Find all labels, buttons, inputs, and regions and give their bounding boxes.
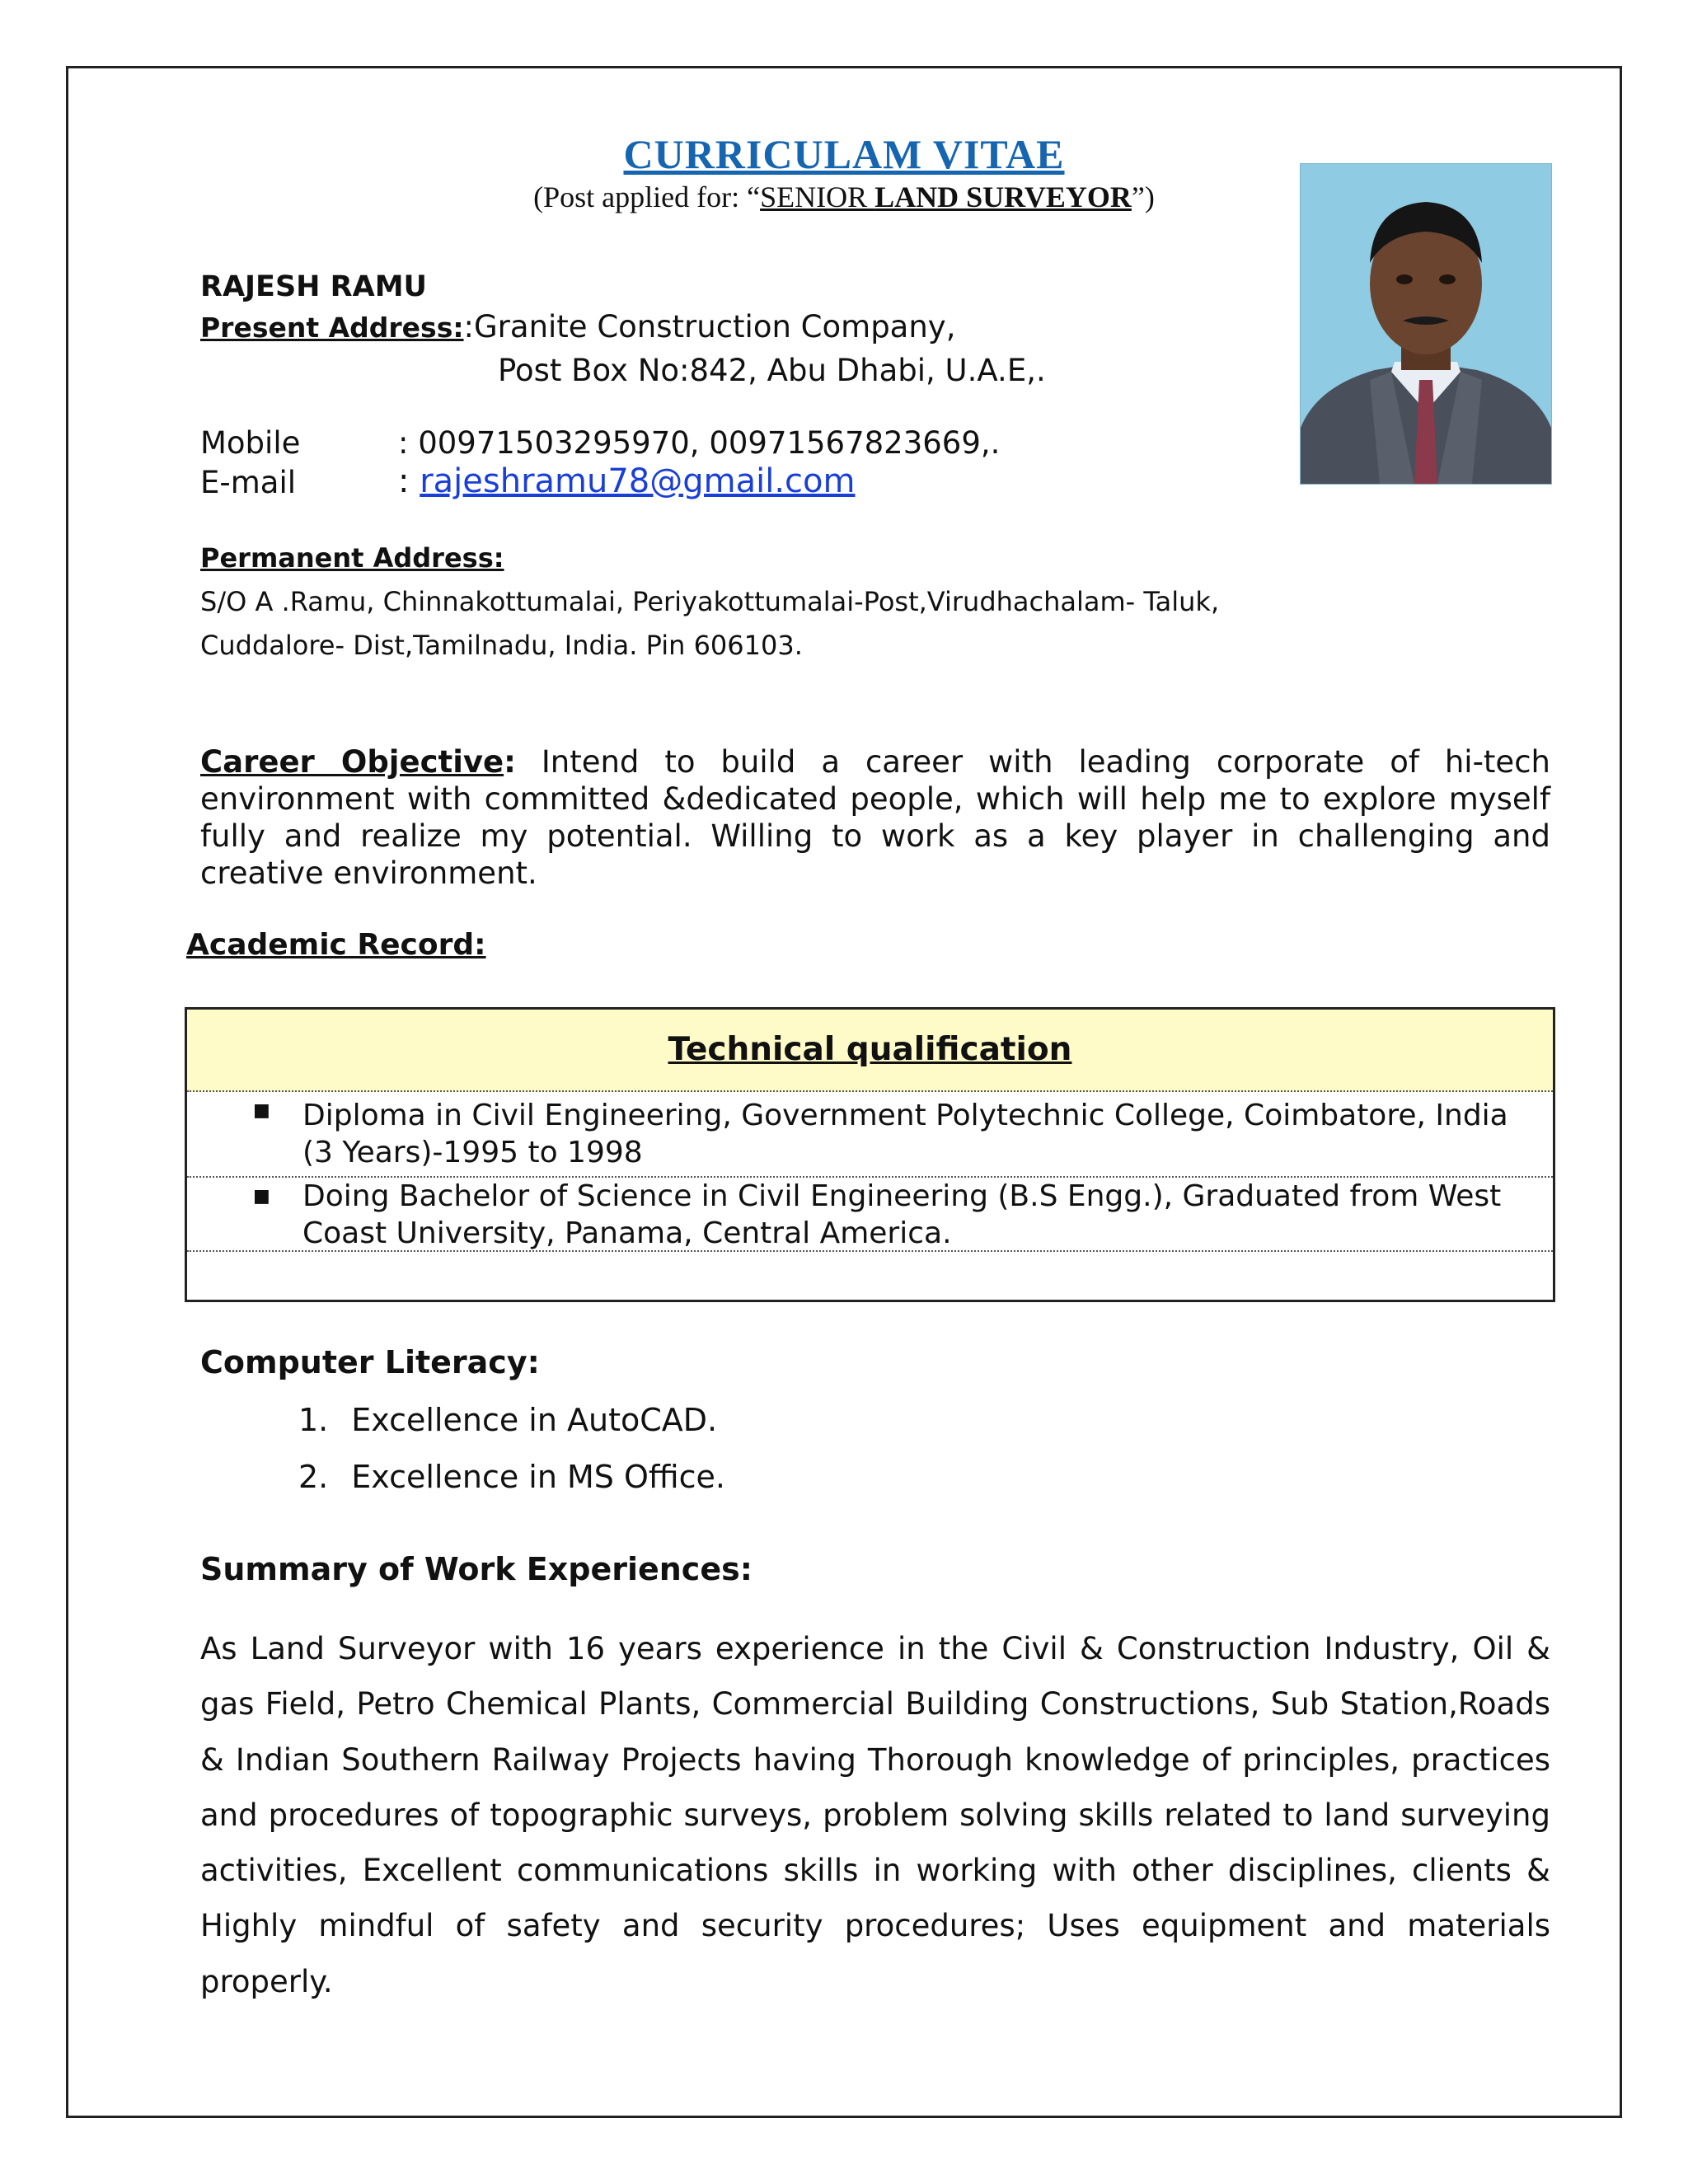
list-item: 1. Excellence in AutoCAD. — [298, 1402, 718, 1438]
post-prefix: (Post applied for: “ — [533, 180, 761, 213]
qualification-row: ■ Doing Bachelor of Science in Civil Engineering (B.S Engg.), Graduated from West Coast University, Panama, Central America. — [187, 1178, 1553, 1252]
permanent-address-line2: Cuddalore- Dist,Tamilnadu, India. Pin 606103. — [200, 630, 803, 661]
list-item: 2. Excellence in MS Office. — [298, 1459, 726, 1495]
profile-photo — [1300, 163, 1552, 485]
candidate-name: RAJESH RAMU — [200, 270, 427, 303]
post-title: SENIOR LAND SURVEYOR — [760, 180, 1132, 213]
career-objective-colon: : — [504, 744, 516, 780]
present-address-label: Present Address: — [200, 312, 464, 344]
mobile-value: : 00971503295970, 00971567823669,. — [398, 425, 1001, 461]
present-address-value: :Granite Construction Company, — [463, 309, 956, 344]
present-address-line1 — [200, 309, 955, 344]
bullet-icon: ■ — [253, 1186, 270, 1207]
document-title: CURRICULAM VITAE — [623, 131, 1065, 177]
computer-literacy-heading: Computer Literacy: — [200, 1344, 540, 1380]
academic-record-heading: Academic Record: — [186, 928, 486, 962]
email-label: E-mail — [200, 465, 297, 500]
mobile-label: Mobile — [200, 425, 301, 461]
post-suffix: ”) — [1131, 180, 1155, 213]
present-address-line2: Post Box No:842, Abu Dhabi, U.A.E,. — [498, 353, 1046, 388]
work-summary-text: As Land Surveyor with 16 years experience in the Civil & Construction Industry, Oil & gas Field, Petro Chemical Plants, Commercial Building Constructions, Sub Station,Roads & Indian Southern Railway Projects having Thorough knowledge of principles, practices and procedures of topographic surveys, problem solving skills related to land surveying activities, Excellent communications skills in working with other disciplines, clients & Highly mindful of safety and security procedures; Uses equipment and materials properly. — [200, 1631, 1550, 1999]
email-link[interactable]: rajeshramu78@gmail.com — [420, 462, 856, 500]
qualification-table-header: Technical qualification — [187, 1010, 1553, 1092]
career-objective-label: Career Objective — [200, 744, 504, 780]
qualification-table — [185, 1007, 1555, 1302]
work-summary-heading: Summary of Work Experiences: — [200, 1551, 753, 1587]
permanent-address-line1: S/O A .Ramu, Chinnakottumalai, Periyakottumalai-Post,Virudhachalam- Taluk, — [200, 586, 1220, 617]
qualification-row: ■ Diploma in Civil Engineering, Government Polytechnic College, Coimbatore, India (3 Years)-1995 to 1998 — [187, 1092, 1553, 1178]
email-row — [398, 462, 855, 500]
bullet-icon: ■ — [253, 1100, 270, 1121]
permanent-address-label: Permanent Address: — [200, 542, 504, 574]
portrait-illustration — [1301, 164, 1551, 484]
career-objective-text: Intend to build a career with leading corporate of hi-tech environment with committed &dedicated people, which will help me to explore myself fully and realize my potential. Willing to work as a key player in challenging and creative environment. — [200, 744, 1550, 891]
email-colon: : — [398, 462, 420, 500]
career-objective — [200, 743, 1550, 892]
